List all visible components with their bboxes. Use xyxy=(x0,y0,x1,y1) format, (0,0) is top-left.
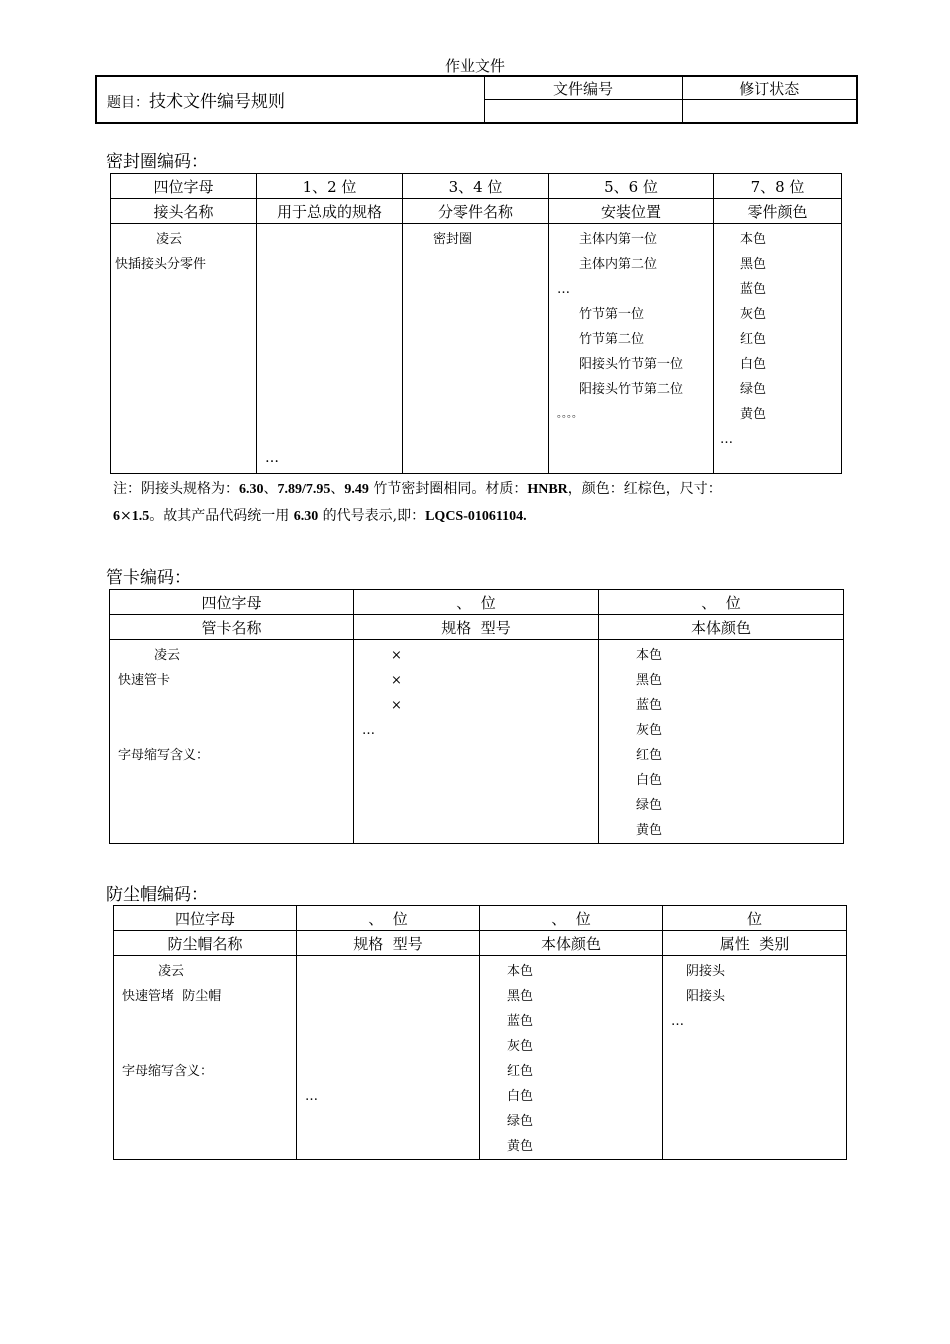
cap-head2-col4: 属性 类别 xyxy=(663,931,847,956)
clamp-blank-line xyxy=(110,693,353,718)
cap-head2-col2: 规格 型号 xyxy=(297,931,480,956)
seal-position-item: 竹节第二位 xyxy=(579,332,645,347)
seal-position-item: 主体内第一位 xyxy=(579,232,658,247)
seal-head2-col2: 用于总成的规格 xyxy=(257,199,403,224)
cap-color-item: 绿色 xyxy=(507,1114,534,1129)
note-bold: HNBR xyxy=(527,482,568,497)
note-text: 。故其产品代码统一用 xyxy=(149,508,294,524)
clamp-category-text: 快速管卡 xyxy=(118,673,171,688)
cap-head1-col3: 、 位 xyxy=(480,906,663,931)
seal-head2-col4: 安装位置 xyxy=(549,199,714,224)
note-text: 的代号表示,即： xyxy=(318,508,426,524)
cap-attr-item: 阴接头 xyxy=(686,964,726,979)
clamp-head2-col1: 管卡名称 xyxy=(110,615,354,640)
cap-body-col2 xyxy=(297,956,480,1160)
seal-color-item: 灰色 xyxy=(740,307,767,322)
seal-color-item: 蓝色 xyxy=(740,282,767,297)
seal-body-col3 xyxy=(403,224,549,474)
clamp-color-item: 灰色 xyxy=(636,723,663,738)
seal-color-item: … xyxy=(720,432,733,447)
seal-part-name: 密封圈 xyxy=(433,232,473,247)
cap-attr-item: … xyxy=(671,1014,684,1029)
clamp-head2-col3: 本体颜色 xyxy=(599,615,844,640)
cap-body-col1 xyxy=(114,956,297,1160)
note-text: ，颜色：红棕色，尺寸： xyxy=(567,481,722,497)
note-bold: 6.30 xyxy=(239,482,264,497)
note-bold: 6 xyxy=(113,509,120,524)
clamp-section-title: 管卡编码： xyxy=(106,568,191,588)
seal-code-table xyxy=(110,173,842,474)
clamp-color-item: 黄色 xyxy=(636,823,663,838)
seal-head1-col4: 5、6 位 xyxy=(549,174,714,199)
doc-no-label: 文件编号 xyxy=(484,76,682,100)
seal-position-item: 阳接头竹节第二位 xyxy=(579,382,684,397)
cap-brand-text: 凌云 xyxy=(158,964,185,979)
revision-label: 修订状态 xyxy=(682,76,857,100)
clamp-color-item: 绿色 xyxy=(636,798,663,813)
clamp-spec-item: × xyxy=(391,648,402,663)
clamp-head1-col3: 、 位 xyxy=(599,590,844,615)
note-text: 注：阴接头规格为： xyxy=(113,481,239,497)
clamp-color-item: 蓝色 xyxy=(636,698,663,713)
subject-cell xyxy=(96,76,484,123)
clamp-body-col1 xyxy=(110,640,354,844)
seal-head1-col2: 1、2 位 xyxy=(257,174,403,199)
note-text: 、 xyxy=(263,481,278,497)
clamp-spec-item: × xyxy=(391,698,402,713)
note-text: 、 xyxy=(330,481,345,497)
subject-value: 技术文件编号规则 xyxy=(149,92,285,112)
note-text: 竹节密封圈相同。材质： xyxy=(368,481,528,497)
clamp-abbr-label: 字母缩写含义： xyxy=(118,748,210,763)
seal-body-col2 xyxy=(257,224,403,474)
cap-color-item: 本色 xyxy=(507,964,534,979)
page-heading: 作业文件 xyxy=(444,57,505,75)
cap-color-item: 黑色 xyxy=(507,989,534,1004)
seal-head2-col5: 零件颜色 xyxy=(714,199,842,224)
cap-head1-col2: 、 位 xyxy=(297,906,480,931)
cap-color-item: 蓝色 xyxy=(507,1014,534,1029)
clamp-color-item: 黑色 xyxy=(636,673,663,688)
seal-color-item: 本色 xyxy=(740,232,767,247)
seal-section-title: 密封圈编码： xyxy=(106,152,208,172)
cap-body-col3 xyxy=(480,956,663,1160)
clamp-spec-item: × xyxy=(391,673,402,688)
cap-spec-item: … xyxy=(305,1089,318,1104)
seal-brand-text: 凌云 xyxy=(156,232,183,247)
cap-blank-line xyxy=(114,1009,296,1034)
seal-position-item: … xyxy=(557,282,570,297)
clamp-color-item: 白色 xyxy=(636,773,663,788)
clamp-head1-col1: 四位字母 xyxy=(110,590,354,615)
cap-category-text: 快速管堵 防尘帽 xyxy=(122,989,222,1004)
cap-color-item: 白色 xyxy=(507,1089,534,1104)
note-bold: 9.49 xyxy=(344,482,369,497)
doc-no-value xyxy=(484,100,682,124)
seal-color-item: 白色 xyxy=(740,357,767,372)
cap-code-table xyxy=(113,905,847,1160)
seal-head1-col3: 3、4 位 xyxy=(403,174,549,199)
clamp-brand-text: 凌云 xyxy=(154,648,181,663)
cap-body-col4 xyxy=(663,956,847,1160)
clamp-blank-line xyxy=(110,718,353,743)
cap-blank-line xyxy=(114,1034,296,1059)
cap-section-title: 防尘帽编码： xyxy=(106,885,208,905)
seal-color-item: 黄色 xyxy=(740,407,767,422)
clamp-color-item: 红色 xyxy=(636,748,663,763)
seal-head1-col1: 四位字母 xyxy=(111,174,257,199)
seal-head2-col1: 接头名称 xyxy=(111,199,257,224)
subject-label: 题目： xyxy=(107,95,149,111)
clamp-head1-col2: 、 位 xyxy=(354,590,599,615)
revision-value xyxy=(682,100,857,124)
seal-position-item: 。。。。 xyxy=(557,409,582,420)
seal-position-item: 竹节第一位 xyxy=(579,307,645,322)
seal-color-item: 黑色 xyxy=(740,257,767,272)
seal-head2-col3: 分零件名称 xyxy=(403,199,549,224)
note-bold: 7.89/7.95 xyxy=(277,482,331,497)
seal-body-col4 xyxy=(549,224,714,474)
seal-position-item: 阳接头竹节第一位 xyxy=(579,357,684,372)
clamp-body-col2 xyxy=(354,640,599,844)
clamp-spec-item: … xyxy=(362,723,375,738)
note-bold: 6.30 xyxy=(293,509,319,524)
seal-body-col5 xyxy=(714,224,842,474)
seal-color-item: 绿色 xyxy=(740,382,767,397)
cap-attr-item: 阳接头 xyxy=(686,989,726,1004)
cap-head2-col1: 防尘帽名称 xyxy=(114,931,297,956)
cap-color-item: 红色 xyxy=(507,1064,534,1079)
seal-category-text: 快插接头分零件 xyxy=(115,257,207,272)
cap-head1-col4: 位 xyxy=(663,906,847,931)
seal-col2-ellipsis: … xyxy=(265,450,279,466)
cap-head1-col1: 四位字母 xyxy=(114,906,297,931)
seal-head1-col5: 7、8 位 xyxy=(714,174,842,199)
seal-body-col1 xyxy=(111,224,257,474)
note-bold: LQCS-01061104. xyxy=(425,509,527,524)
clamp-code-table xyxy=(109,589,844,844)
header-table xyxy=(95,75,858,124)
cap-abbr-label: 字母缩写含义： xyxy=(122,1064,214,1079)
seal-position-item: 主体内第二位 xyxy=(579,257,658,272)
cap-head2-col3: 本体颜色 xyxy=(480,931,663,956)
clamp-body-col3 xyxy=(599,640,844,844)
clamp-head2-col2: 规格 型号 xyxy=(354,615,599,640)
note-text: × xyxy=(120,508,132,524)
clamp-color-item: 本色 xyxy=(636,648,663,663)
seal-color-item: 红色 xyxy=(740,332,767,347)
cap-color-item: 灰色 xyxy=(507,1039,534,1054)
cap-color-item: 黄色 xyxy=(507,1139,534,1154)
note-bold: 1.5 xyxy=(131,509,150,524)
seal-note xyxy=(113,476,843,530)
